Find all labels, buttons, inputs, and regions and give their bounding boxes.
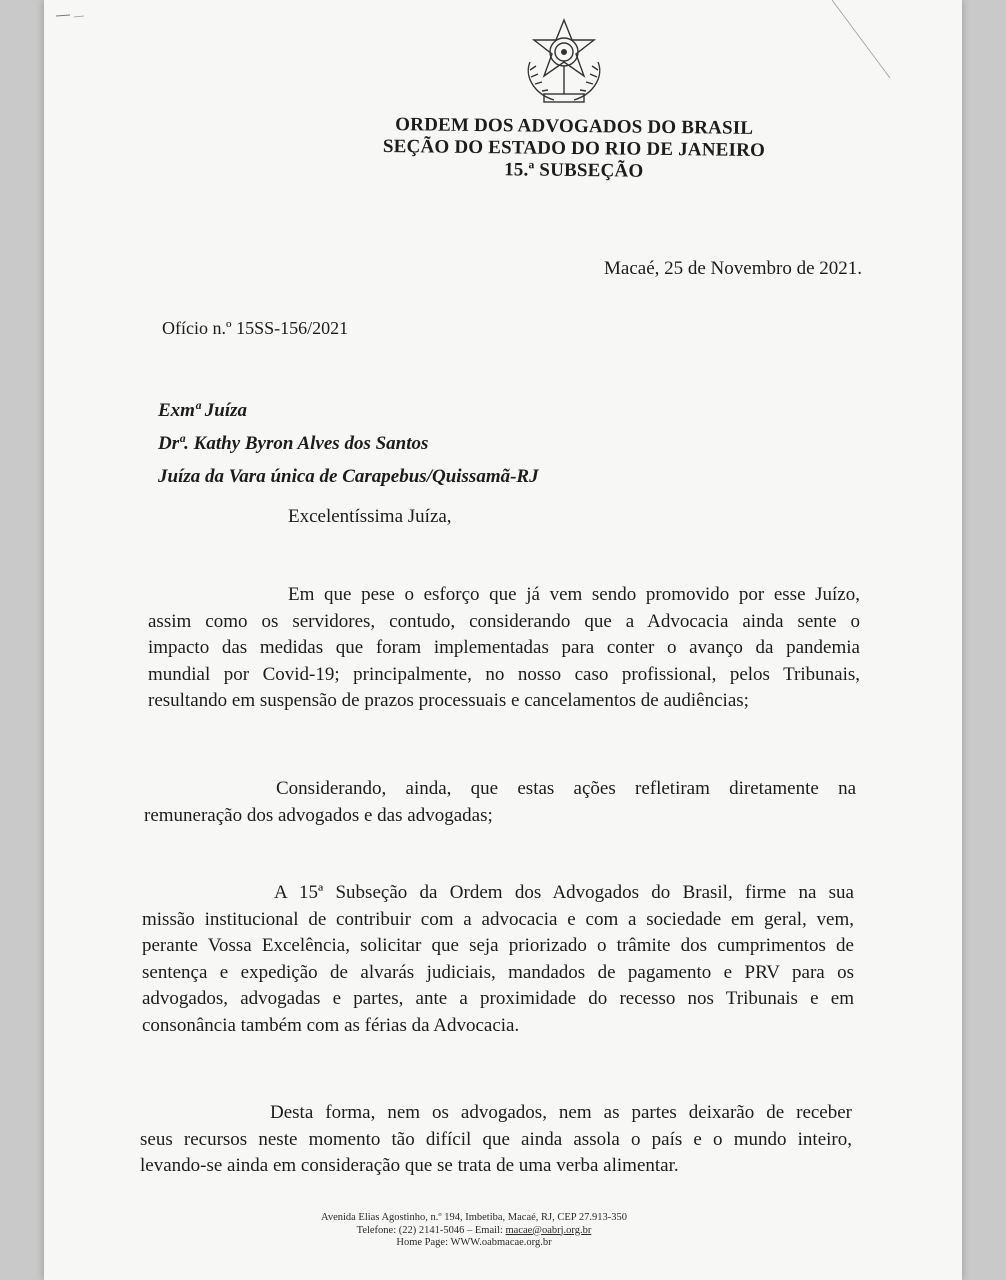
body-paragraph-3	[142, 880, 854, 1039]
brazil-coat-of-arms-icon	[514, 16, 614, 108]
paragraph-line: resultando em suspensão de prazos processuais e cancelamentos de audiências;	[148, 690, 749, 711]
recipient-court: Juíza da Vara única de Carapebus/Quissamã-RJ	[158, 466, 539, 487]
paragraph-line: remuneração dos advogados e das advogadas;	[144, 804, 493, 826]
letter-date: Macaé, 25 de Novembro de 2021.	[604, 258, 863, 279]
footer-homepage[interactable]: Home Page: WWW.oabmacae.org.br	[396, 1237, 552, 1248]
salutation: Excelentíssima Juíza,	[288, 506, 452, 527]
letterhead-subsection: 15.ª SUBSEÇÃO	[504, 159, 644, 182]
letter-page	[44, 0, 962, 1280]
paragraph-line: impacto das medidas que foram implementadas para conter o avanço da pandemia	[148, 637, 860, 658]
footer-phone: Telefone: (22) 2141-5046 – Email:	[356, 1224, 506, 1236]
paragraph-line: seus recursos neste momento tão difícil que ainda assola o país e o mundo inteiro,	[140, 1128, 852, 1150]
paragraph-line: A 15ª Subseção da Ordem dos Advogados do Brasil, firme na sua	[274, 882, 854, 903]
letterhead	[294, 113, 855, 185]
footer-address: Avenida Elias Agostinho, n.º 194, Imbetiba, Macaé, RJ, CEP 27.913-350	[321, 1212, 627, 1223]
paragraph-line: sentença e expedição de alvarás judiciais, mandados de pagamento e PRV para os	[142, 961, 854, 983]
body-paragraph-1	[148, 582, 860, 715]
letterhead-section: SEÇÃO DO ESTADO DO RIO DE JANEIRO	[382, 136, 766, 162]
letter-footer	[244, 1212, 704, 1250]
paragraph-line: Considerando, ainda, que estas ações refletiram diretamente na	[276, 778, 856, 799]
paragraph-line: advogados, advogadas e partes, ante a proximidade do recesso nos Tribunais e em	[142, 988, 854, 1009]
recipient-title: Exmª Juíza	[158, 400, 247, 421]
scan-mark	[56, 14, 86, 18]
paragraph-line: assim como os servidores, contudo, considerando que a Advocacia ainda sente o	[148, 610, 860, 632]
footer-contact	[244, 1225, 704, 1238]
paragraph-line: levando-se ainda em consideração que se trata de uma verba alimentar.	[140, 1155, 679, 1176]
body-paragraph-4	[140, 1100, 852, 1180]
paragraph-line: mundial por Covid-19; principalmente, no nosso caso profissional, pelos Tribunais,	[148, 663, 860, 685]
recipient-name: Drª. Kathy Byron Alves dos Santos	[158, 433, 429, 454]
body-paragraph-2	[144, 776, 856, 829]
paragraph-line: Em que pese o esforço que já vem sendo promovido por esse Juízo,	[288, 584, 860, 605]
footer-email-link[interactable]: macae@oabrj.org.br	[505, 1224, 592, 1236]
paragraph-line: Desta forma, nem os advogados, nem as partes deixarão de receber	[270, 1102, 852, 1123]
paragraph-line: perante Vossa Excelência, solicitar que seja priorizado o trâmite dos cumprimentos de	[142, 935, 854, 956]
letterhead-org: ORDEM DOS ADVOGADOS DO BRASIL	[395, 114, 754, 139]
recipient-block	[158, 394, 539, 493]
paragraph-line: consonância também com as férias da Advocacia.	[142, 1014, 520, 1036]
scan-mark	[832, 0, 892, 80]
paragraph-line: missão institucional de contribuir com a advocacia e com a sociedade em geral, vem,	[142, 908, 854, 930]
letter-reference: Ofício n.º 15SS-156/2021	[162, 318, 349, 338]
